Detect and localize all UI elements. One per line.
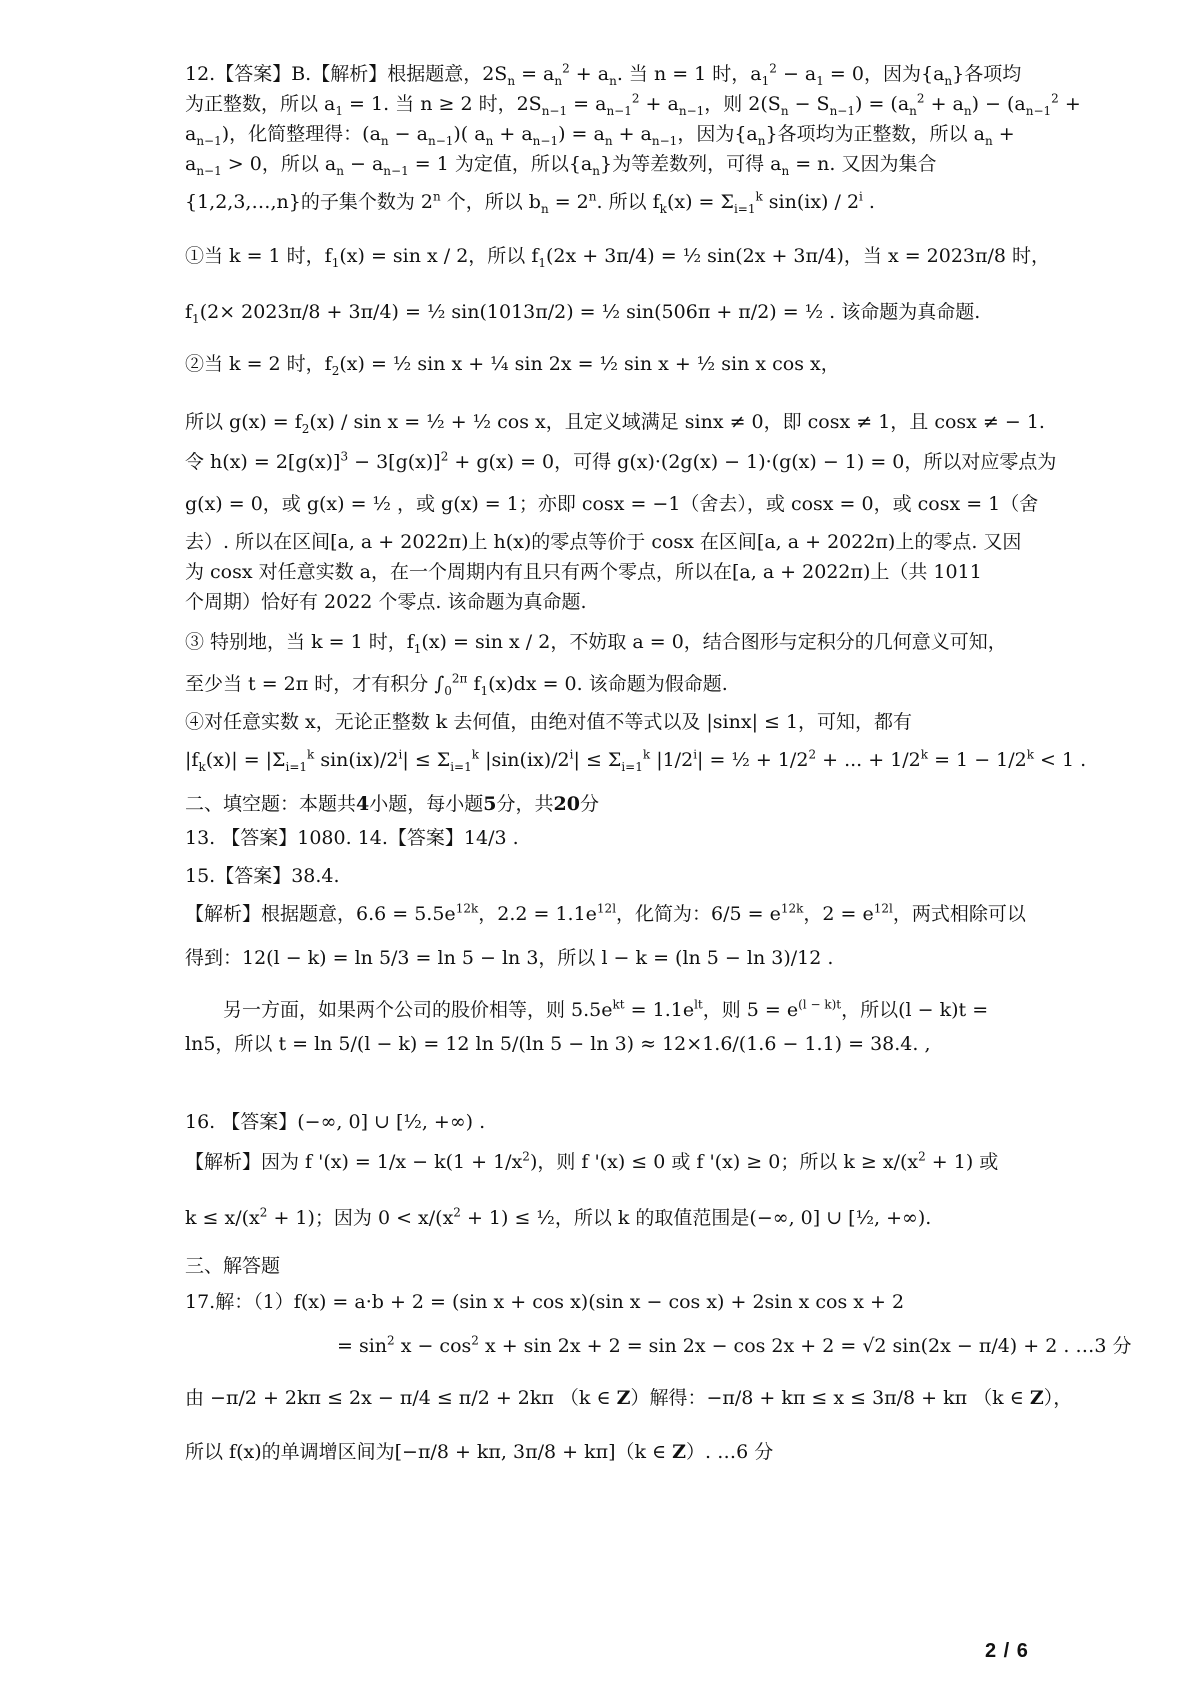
text-line: 个周期）恰好有 2022 个零点. 该命题为真命题. xyxy=(185,591,587,613)
text-line: $f_1(2\times 2023\pi/8 + 3\pi/4)$ = ½ sin(1013π/2) = ½ sin(506π + π/2) = ½ . 该命题为真命题. xyxy=(185,301,981,326)
text-line: $a_{n-1} > 0$，所以 $a_n - a_{n-1} = 1$ 为定值，所以$\{a_n\}$为等差数列，可得 $a_n = n$. 又因为集合 xyxy=(185,153,937,178)
text-line: $a_{n-1}$)，化简整理得：$(a_n - a_{n-1})$( $a_n + a_{n-1}) = a_n + a_{n-1}$，因为$\{a_n\}$各项均为正整数，所以 $a_n$ + xyxy=(185,123,1015,148)
text-line: 去）. 所以在区间[a, a + 2022π)上 h(x)的零点等价于 cosx 在区间[a, a + 2022π)上的零点. 又因 xyxy=(185,531,1022,553)
text-line: ln5，所以 t = ln 5/(l − k) = 12 ln 5/(ln 5 − ln 3) ≈ 12×1.6/(1.6 − 1.1) = 38.4. , xyxy=(185,1033,931,1055)
text-line: g(x) = 0，或 g(x) = ½ ，或 g(x) = 1；亦即 cosx = −1（舍去），或 cosx = 0，或 cosx = 1（舍 xyxy=(185,493,1039,515)
text-line: 13. 【答案】1080. 14.【答案】14/3 . xyxy=(185,827,519,849)
text-line: {1,2,3,…,n}的子集个数为 2$^n$ 个，所以 $b_n = 2^n$. 所以 $f_k(x) = \Sigma_{i=1}^k$ sin(ix) / 2$^i$ . xyxy=(185,189,875,216)
text-line: 【解析】因为 f '$(x) = 1/x - k(1 + 1/x^2)$，则 f '(x) ≤ 0 或 f '(x) ≥ 0；所以 $k \ge x/(x^2 + 1)$ 或 xyxy=(185,1149,999,1173)
text-line: $|f_k(x)| = |\Sigma_{i=1}^k$ $\sin(ix)/2^i| \le \Sigma_{i=1}^k$ $|\sin(ix)/2^i| \le \Sigma_{i=1}^k$ $|1/2^i|$ = ½ + $1/2^2$ + ... + $1/2^k = 1 - 1/2^k < 1$ . xyxy=(185,747,1087,774)
text-line: 16. 【答案】(−∞, 0] ∪ [½, +∞) . xyxy=(185,1111,486,1133)
text-line: $k \le x/(x^2 + 1)$；因为 $0 < x/(x^2 + 1)$ ≤ ½，所以 k 的取值范围是(−∞, 0] ∪ [½, +∞). xyxy=(185,1205,932,1229)
text-line: 17.解：（1）f(x) = a·b + 2 = (sin x + cos x)(sin x − cos x) + 2sin x cos x + 2 xyxy=(185,1291,905,1313)
text-line: ②当 k = 2 时，$f_2(x)$ = ½ sin x + ¼ sin 2x = ½ sin x + ½ sin x cos x， xyxy=(185,353,840,378)
text-line: 【解析】根据题意，$6.6 = 5.5e^{12k}$，$2.2 = 1.1e^{12l}$，化简为：$6/5 = e^{12k}$，$2 = e^{12l}$，两式相除可以 xyxy=(185,901,1026,925)
text-line: 由 −π/2 + 2kπ ≤ 2x − π/4 ≤ π/2 + 2kπ （k ∈ Z）解得：−π/8 + kπ ≤ x ≤ 3π/8 + kπ （k ∈ Z）， xyxy=(185,1387,1073,1409)
page-number: 2 / 6 xyxy=(985,1640,1029,1662)
text-line: ④对任意实数 x，无论正整数 k 去何值，由绝对值不等式以及 |sinx| ≤ 1，可知，都有 xyxy=(185,711,913,733)
text-line: = $\sin^2 x - \cos^2 x + \sin 2x + 2 = \sin 2x - \cos 2x + 2 = √2$ sin(2x − π/4) + 2 . …3 分 xyxy=(185,1333,1132,1357)
text-line: 另一方面，如果两个公司的股价相等，则 $5.5e^{kt} = 1.1e^{lt}$，则 $5 = e^{(l - k)t}$，所以(l − k)t = xyxy=(185,997,989,1021)
text-line: 所以 f(x)的单调增区间为[−π/8 + kπ, 3π/8 + kπ]（k ∈ Z）. …6 分 xyxy=(185,1441,774,1463)
text-line: ③ 特别地，当 k = 1 时，$f_1(x) = \sin x / 2$，不妨取 a = 0，结合图形与定积分的几何意义可知， xyxy=(185,631,1007,656)
text-line: 15.【答案】38.4. xyxy=(185,865,340,887)
text-line: 三、解答题 xyxy=(185,1255,281,1277)
text-line: 令 $h(x) = 2[g(x)]^3 - 3[g(x)]^2 + g(x) = 0$，可得 g(x)·(2g(x) − 1)·(g(x) − 1) = 0，所以对应零点为 xyxy=(185,449,1057,473)
text-line: ①当 k = 1 时，$f_1(x) = \sin x / 2$，所以 $f_1(2x + 3\pi/4)$ = ½ sin(2x + 3π/4)，当 x = 2023π/8 时， xyxy=(185,245,1051,270)
text-line: 为正整数，所以 $a_1 = 1$. 当 n ≥ 2 时，$2S_{n-1} = a_{n-1}^2 + a_{n-1}$，则 $2(S_n - S_{n-1}) = (a_n^2 + a_n) - (a_{n-1}^2$ + xyxy=(185,91,1081,118)
text-line: 所以 $g(x) = f_2(x) / \sin x$ = ½ + ½ cos x，且定义域满足 sinx ≠ 0，即 cosx ≠ 1，且 cosx ≠ − 1. xyxy=(185,411,1045,436)
text-line: 得到：12(l − k) = ln 5/3 = ln 5 − ln 3，所以 l − k = (ln 5 − ln 3)/12 . xyxy=(185,947,834,969)
text-line: 至少当 t = 2π 时，才有积分 $\int_0^{2\pi}$ $f_1(x)dx = 0$. 该命题为假命题. xyxy=(185,671,728,698)
text-line: 二、填空题：本题共4小题，每小题5分，共20分 xyxy=(185,793,599,815)
text-line: 12.【答案】B.【解析】根据题意，$2S_n = a_n^2 + a_n$. 当 n = 1 时，$a_1^2 - a_1 = 0$，因为$\{a_n\}$各项均 xyxy=(185,61,1022,88)
text-line: 为 cosx 对任意实数 a，在一个周期内有且只有两个零点，所以在[a, a + 2022π)上（共 1011 xyxy=(185,561,982,583)
